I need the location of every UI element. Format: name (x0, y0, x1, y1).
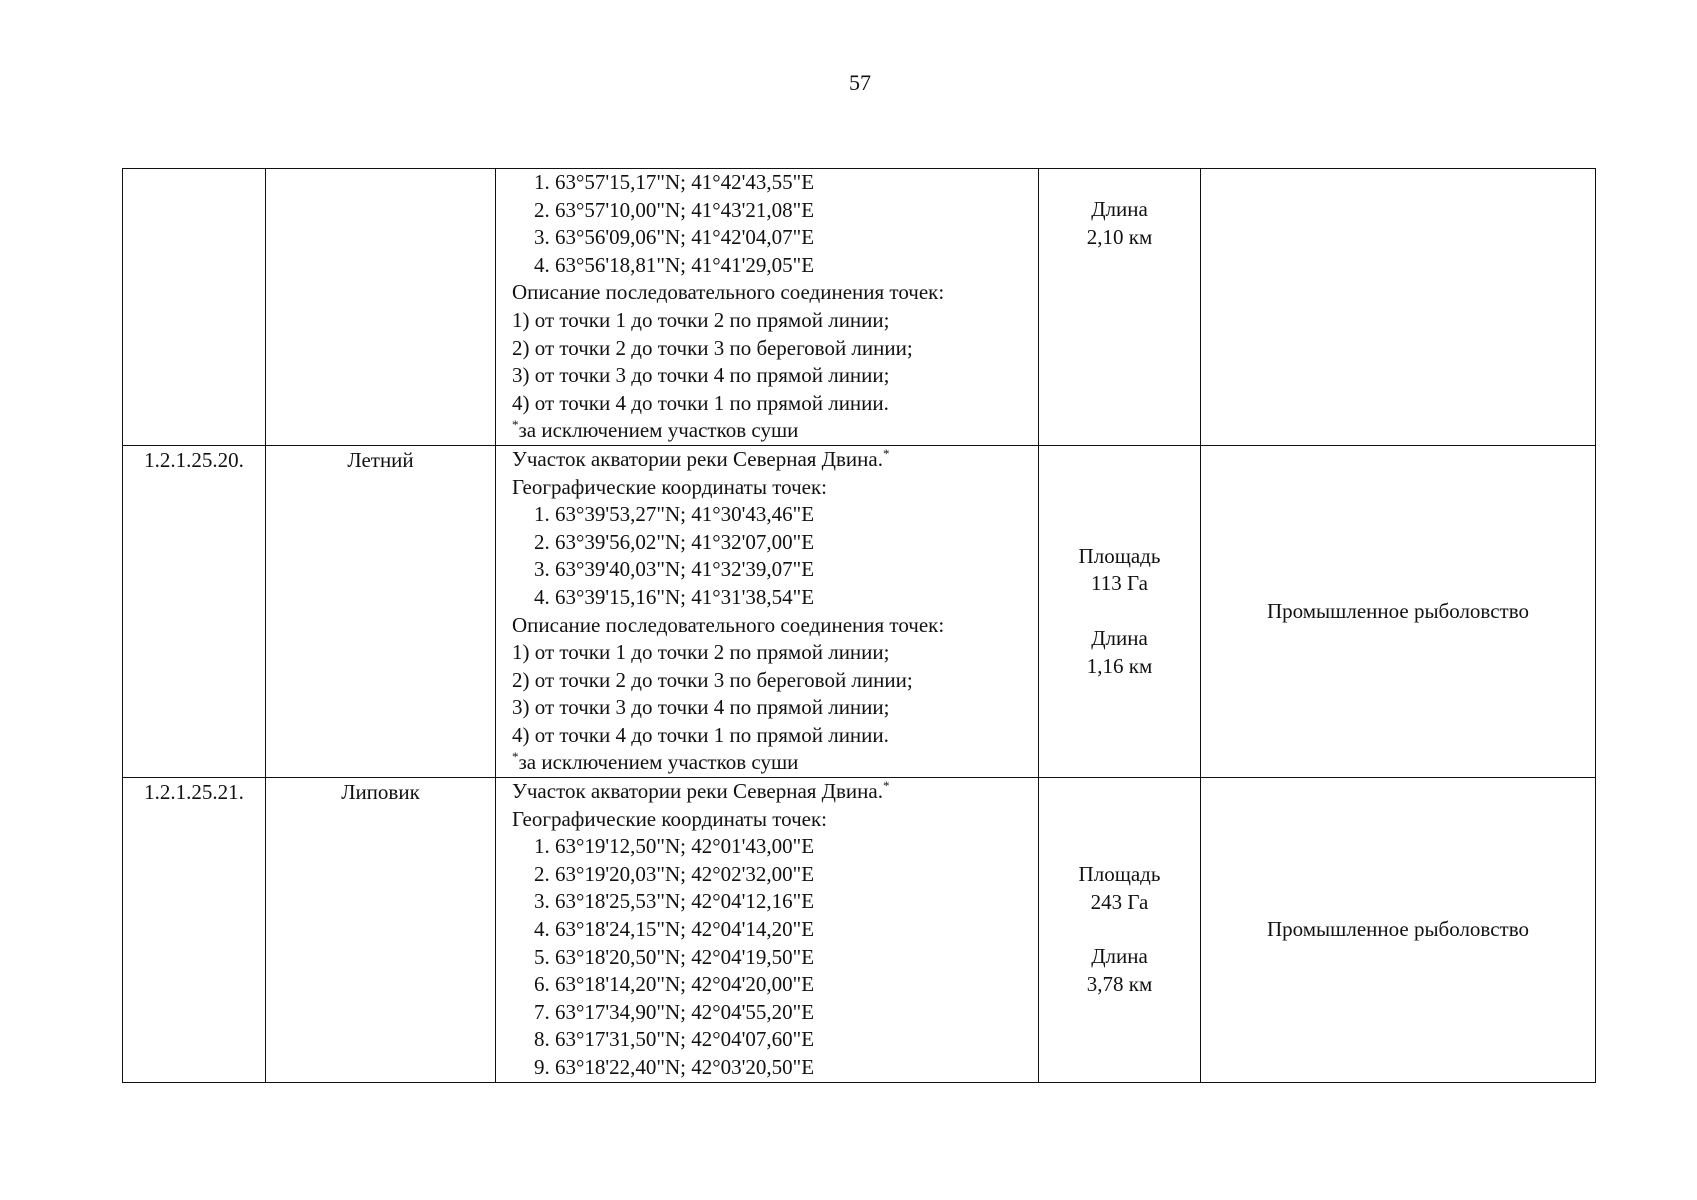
area-description (496, 778, 1039, 1083)
connection-step: 3) от точки 3 до точки 4 по прямой линии; (512, 695, 890, 720)
measure-cell (1039, 445, 1201, 777)
connection-title: Описание последовательного соединения точек: (512, 280, 945, 305)
table-row (123, 169, 1596, 446)
coordinate-point: 2. 63°57'10,00"N; 41°43'21,08"E (534, 197, 815, 222)
length-value: 2,10 км (1086, 224, 1153, 249)
coords-title: Географические координаты точек: (512, 474, 827, 499)
area-name: Летний (266, 445, 496, 777)
coordinate-point: 3. 63°39'40,03"N; 41°32'39,07"E (534, 557, 815, 582)
length-value: 3,78 км (1086, 971, 1153, 996)
coordinate-point: 2. 63°39'56,02"N; 41°32'07,00"E (534, 529, 815, 554)
area-name: Липовик (266, 778, 496, 1083)
area-label: Площадь (1078, 862, 1161, 887)
coordinate-point: 3. 63°56'09,06"N; 41°42'04,07"E (534, 225, 815, 250)
connection-step: 1) от точки 1 до точки 2 по прямой линии; (512, 307, 890, 332)
coords-title: Географические координаты точек: (512, 806, 827, 831)
footnote (512, 749, 1038, 777)
length-label: Длина (1091, 626, 1148, 650)
coordinate-point: 8. 63°17'31,50"N; 42°04'07,60"E (534, 1027, 815, 1052)
coordinate-point: 1. 63°57'15,17"N; 41°42'43,55"E (534, 170, 815, 194)
coordinate-point: 7. 63°17'34,90"N; 42°04'55,20"E (534, 999, 815, 1024)
coordinate-point: 9. 63°18'22,40"N; 42°03'20,50"E (534, 1055, 815, 1079)
coordinate-point: 1. 63°39'53,27"N; 41°30'43,46"E (534, 502, 815, 527)
area-title: Участок акватории реки Северная Двина.* (512, 445, 890, 471)
row-number: 1.2.1.25.20. (123, 445, 266, 777)
area-title: Участок акватории реки Северная Двина.* (512, 778, 890, 804)
coordinate-point: 2. 63°19'20,03"N; 42°02'32,00"E (534, 861, 815, 886)
coordinate-point: 6. 63°18'14,20"N; 42°04'20,00"E (534, 972, 815, 997)
footnote-marker: * (512, 749, 519, 765)
coordinate-point: 4. 63°39'15,16"N; 41°31'38,54"E (534, 584, 815, 609)
connection-step: 2) от точки 2 до точки 3 по береговой линии; (512, 335, 913, 360)
measure-cell (1039, 169, 1201, 446)
length-label: Длина (1091, 197, 1148, 221)
footnote-text: за исключением участков суши (518, 750, 799, 775)
measure-cell (1039, 778, 1201, 1083)
length-label: Длина (1091, 944, 1148, 969)
connection-step: 4) от точки 4 до точки 1 по прямой линии. (512, 722, 889, 747)
purpose-cell: Промышленное рыболовство (1201, 778, 1596, 1083)
connection-title: Описание последовательного соединения точек: (512, 612, 945, 637)
footnote (512, 417, 1038, 445)
purpose-cell: Промышленное рыболовство (1201, 445, 1596, 777)
coordinate-point: 1. 63°19'12,50"N; 42°01'43,00"E (534, 834, 815, 859)
coordinate-point: 4. 63°56'18,81"N; 41°41'29,05"E (534, 252, 815, 277)
coordinate-point: 3. 63°18'25,53"N; 42°04'12,16"E (534, 889, 815, 914)
page-number: 57 (849, 70, 871, 95)
area-label: Площадь (1078, 543, 1161, 568)
connection-step: 3) от точки 3 до точки 4 по прямой линии; (512, 363, 890, 388)
footnote-marker: * (512, 417, 519, 433)
row-number (123, 169, 266, 446)
footnote-marker: * (882, 778, 890, 794)
area-value: 243 Га (1090, 889, 1149, 914)
table-row (123, 778, 1596, 1083)
connection-step: 1) от точки 1 до точки 2 по прямой линии; (512, 640, 890, 665)
coordinate-point: 5. 63°18'20,50"N; 42°04'19,50"E (534, 944, 815, 969)
footnote-text: за исключением участков суши (518, 418, 799, 443)
table-row (123, 445, 1596, 777)
area-description (496, 445, 1039, 777)
coordinate-point: 4. 63°18'24,15"N; 42°04'14,20"E (534, 917, 815, 942)
footnote-marker: * (882, 445, 890, 461)
purpose-cell (1201, 169, 1596, 446)
fishing-areas-table (122, 168, 1596, 1083)
connection-step: 4) от точки 4 до точки 1 по прямой линии. (512, 390, 889, 415)
row-number: 1.2.1.25.21. (123, 778, 266, 1083)
area-name (266, 169, 496, 446)
area-description (496, 169, 1039, 446)
connection-step: 2) от точки 2 до точки 3 по береговой линии; (512, 667, 913, 692)
area-value: 113 Га (1091, 571, 1148, 596)
length-value: 1,16 км (1086, 653, 1153, 678)
